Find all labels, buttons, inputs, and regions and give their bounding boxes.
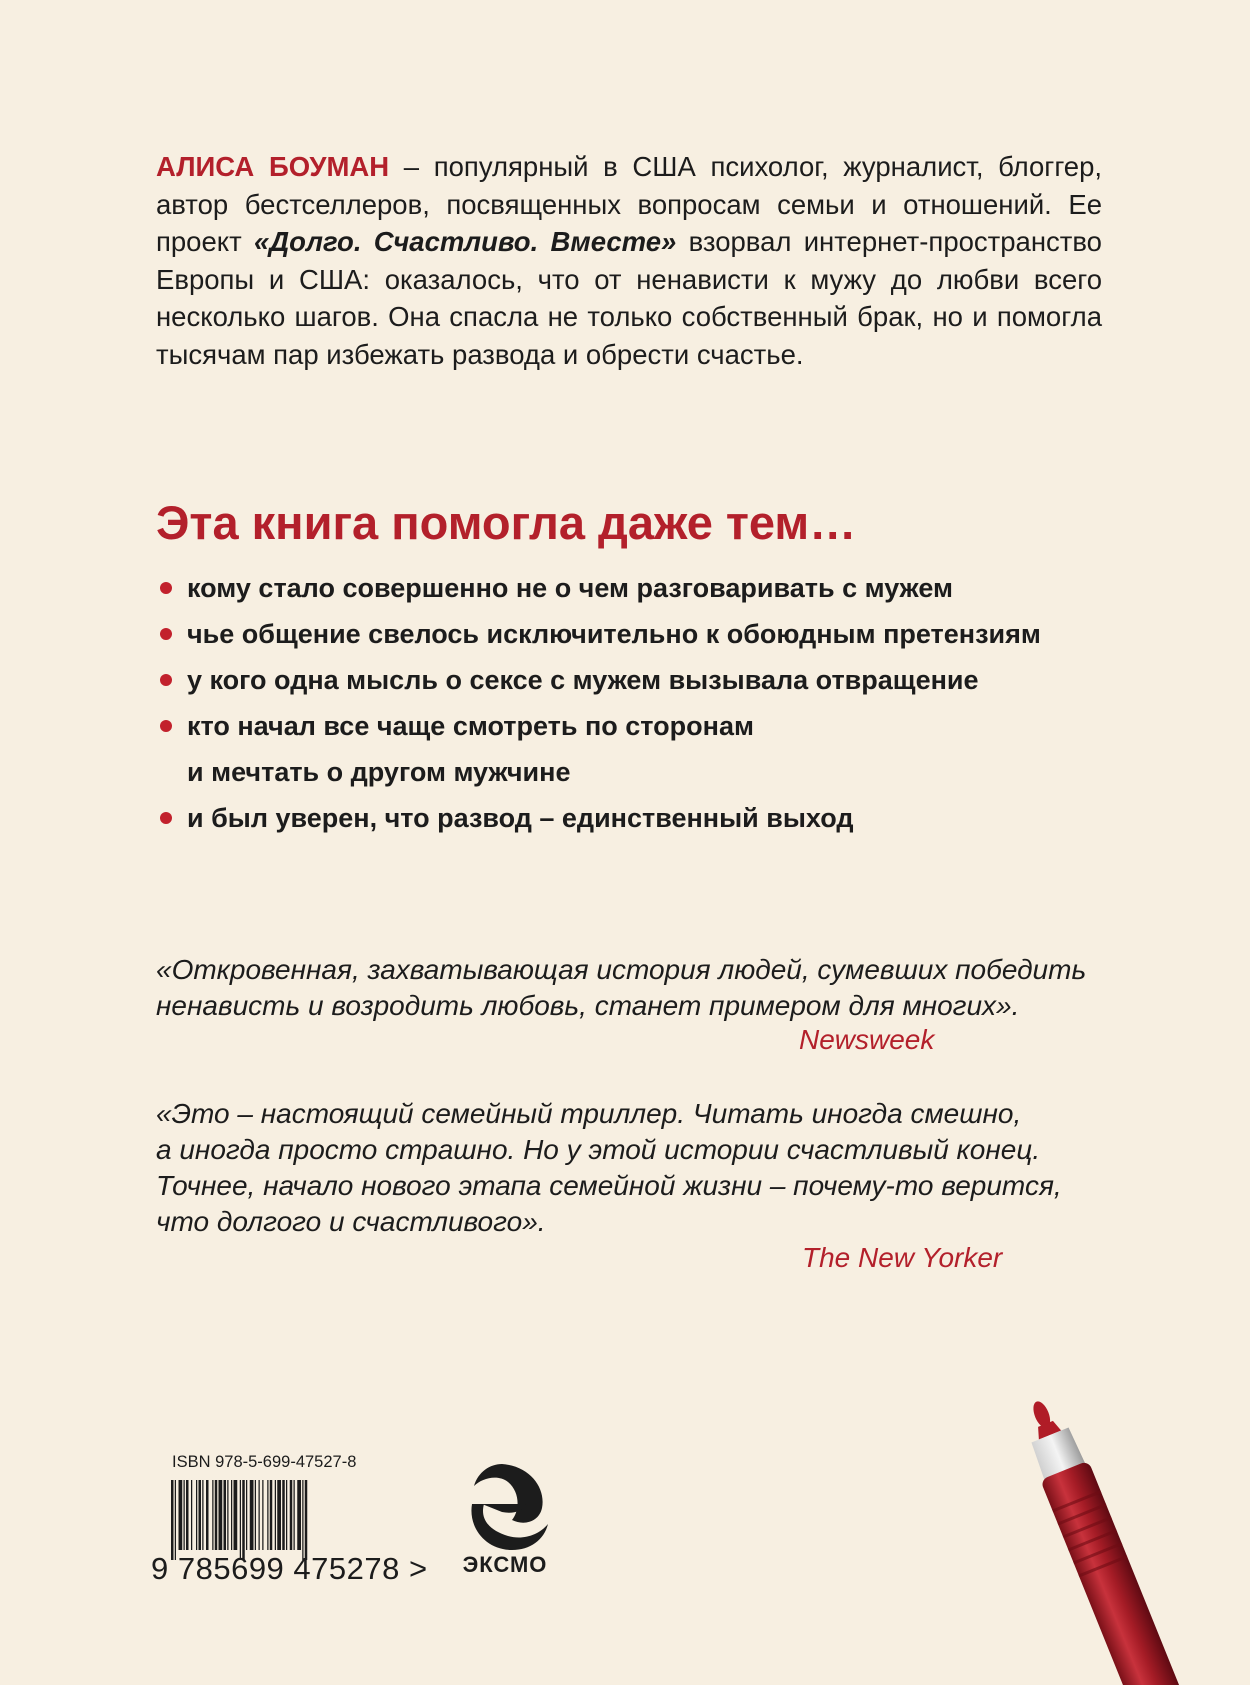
list-item-text: чье общение свелось исключительно к обоюдным претензиям xyxy=(187,619,1041,649)
list-item xyxy=(160,611,1041,657)
list-item-text: и мечтать о другом мужчине xyxy=(187,757,571,787)
list-item xyxy=(160,795,1041,841)
list-item-text: кто начал все чаще смотреть по сторонам xyxy=(187,711,754,741)
headline: Эта книга помогла даже тем… xyxy=(156,496,857,549)
list-item-text: кому стало совершенно не о чем разговаривать с мужем xyxy=(187,573,953,603)
review-line: «Это – настоящий семейный триллер. Читать иногда смешно, xyxy=(156,1098,1022,1129)
list-item xyxy=(160,565,1041,611)
review-quote-newsweek xyxy=(156,952,1086,1024)
bio-text-1: – популярный в США психолог, журналист, блоггер, автор бестселлеров, посвященных вопросам семьи и отношений. Ее проект xyxy=(156,151,1102,257)
eksmo-e-logo-icon xyxy=(462,1452,562,1622)
review-source-newsweek: Newsweek xyxy=(799,1024,935,1055)
review-quote-new-yorker xyxy=(156,1096,1062,1240)
review-line: что долгого и счастливого». xyxy=(156,1206,546,1237)
review-line: а иногда просто страшно. Но у этой истории счастливый конец. xyxy=(156,1134,1041,1165)
review-line: Точнее, начало нового этапа семейной жизни – почему-то верится, xyxy=(156,1170,1062,1201)
list-item-text: у кого одна мысль о сексе с мужем вызывала отвращение xyxy=(187,665,979,695)
bullet-dot-icon xyxy=(160,628,172,640)
bullet-dot-icon xyxy=(160,674,172,686)
review-line: «Откровенная, захватывающая история людей, сумевших победить xyxy=(156,954,1087,985)
author-name: АЛИСА БОУМАН xyxy=(156,151,390,182)
list-item xyxy=(160,703,1041,749)
bullet-dot-icon xyxy=(160,812,172,824)
bullet-dot-icon xyxy=(160,582,172,594)
red-marker-pen-icon xyxy=(990,1395,1230,1685)
isbn-number: ISBN 978-5-699-47527-8 xyxy=(172,1453,357,1471)
author-bio xyxy=(156,148,1102,373)
review-line: ненависть и возродить любовь, станет примером для многих». xyxy=(156,990,1020,1021)
list-item-continuation xyxy=(160,749,1041,795)
bio-text-2: взорвал интернет-пространство Европы и США: оказалось, что от ненависти к мужу до любви всего несколько шагов. Она спасла не только собственный брак, но и помогла тысячам пар избежать развода и обрести счастье. xyxy=(156,226,1102,370)
bullet-dot-icon xyxy=(160,720,172,732)
bullet-list xyxy=(160,565,1041,841)
review-source-new-yorker: The New Yorker xyxy=(802,1242,1003,1273)
list-item xyxy=(160,657,1041,703)
list-item-text: и был уверен, что развод – единственный выход xyxy=(187,803,854,833)
barcode-digits: 9 785699 475278 > xyxy=(151,1551,428,1586)
barcode-icon xyxy=(169,1480,409,1560)
project-title: «Долго. Счастливо. Вместе» xyxy=(253,226,677,257)
publisher-name: ЭКСМО xyxy=(462,1552,548,1577)
